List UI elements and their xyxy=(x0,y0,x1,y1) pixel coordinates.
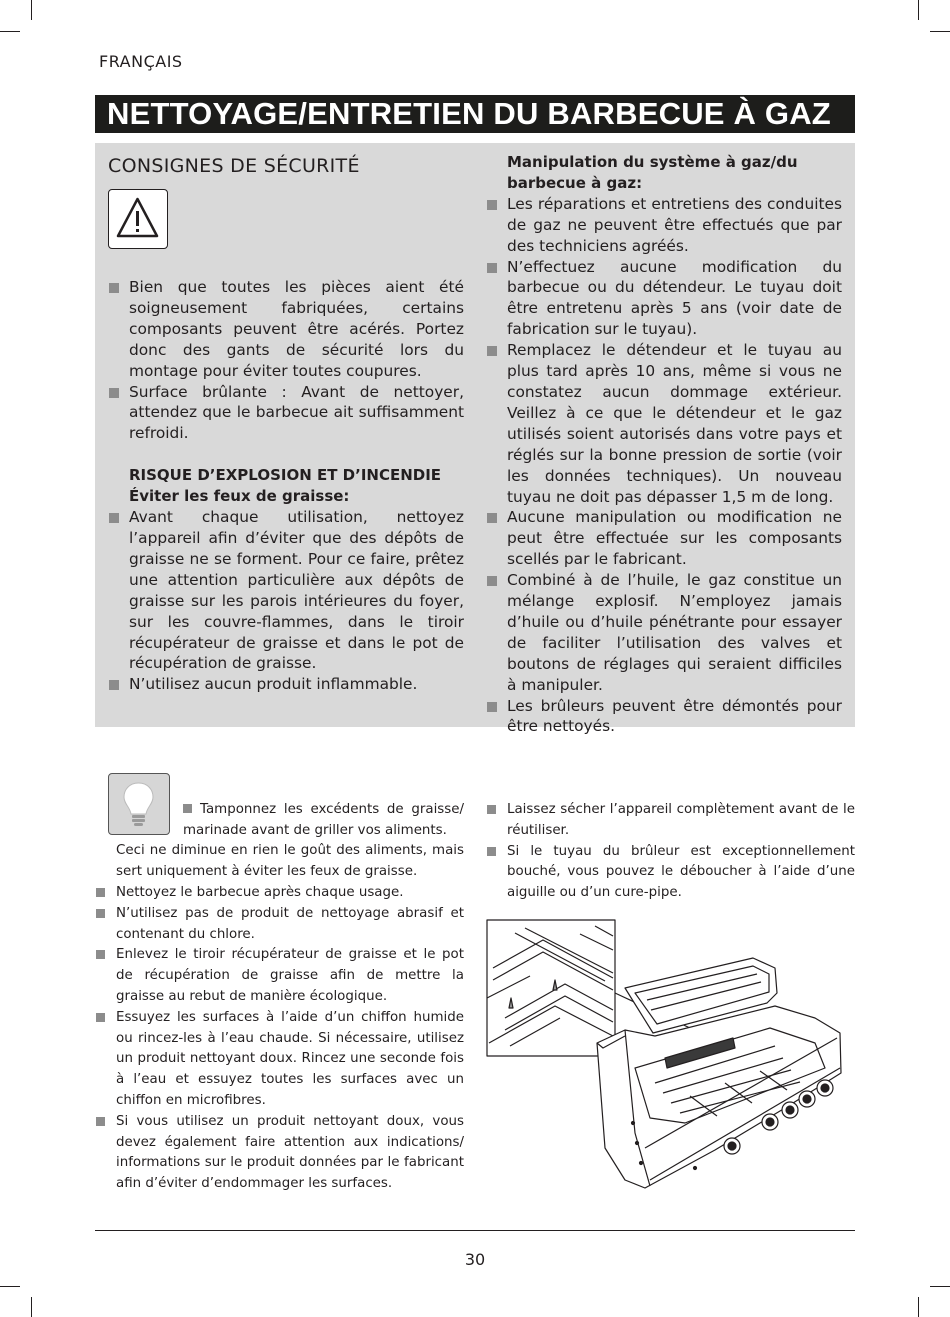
list-item: Bien que toutes les pièces aient été soigneusement fabriquées, certains composants peuvent être acérés. Portez donc des gants de sécurité lors du montage pour éviter toutes coupures. xyxy=(108,277,464,382)
list-item: Laissez sécher l’appareil complètement avant de le réutiliser. xyxy=(486,800,855,842)
crop-mark xyxy=(0,31,20,32)
tip-continuation: Ceci ne diminue en rien le goût des aliments, mais sert uniquement à éviter les feux de graisse. xyxy=(116,843,464,879)
list-item: Essuyez les surfaces à l’aide d’un chiffon humide ou rincez-les à l’eau chaude. Si nécessaire, utilisez un produit nettoyant doux. Rincez une seconde fois à l’eau et essuyez toutes les surfaces avec un chiffon en microfibres. xyxy=(95,1008,464,1112)
tip-first-line xyxy=(183,800,464,842)
tips-left-column xyxy=(95,883,464,1195)
safety-heading: CONSIGNES DE SÉCURITÉ xyxy=(108,155,360,177)
crop-mark xyxy=(930,1286,950,1287)
crop-mark xyxy=(918,1297,919,1317)
list-item: N’utilisez pas de produit de nettoyage abrasif et contenant du chlore. xyxy=(95,904,464,946)
crop-mark xyxy=(31,0,32,20)
list-item: Si le tuyau du brûleur est exceptionnellement bouché, vous pouvez le déboucher à l’aide d’une aiguille ou d’un cure-pipe. xyxy=(486,842,855,904)
crop-mark xyxy=(918,0,919,20)
warning-triangle-icon xyxy=(108,189,168,249)
tips-right-column xyxy=(486,800,855,904)
list-item: Les brûleurs peuvent être démontés pour être nettoyés. xyxy=(486,696,842,738)
list-item: Surface brûlante : Avant de nettoyer, attendez que le barbecue ait suffisamment refroidi. xyxy=(108,382,464,445)
bullet-square-icon xyxy=(183,804,192,813)
safety-right-column xyxy=(486,152,842,737)
list-item: Aucune manipulation ou modification ne peut être effectuée sur les composants scellés par le fabricant. xyxy=(486,507,842,570)
safety-left-column xyxy=(108,277,464,695)
list-item: Enlevez le tiroir récupérateur de graisse et le pot de récupération de graisse afin de mettre la graisse au rebut de manière écologique. xyxy=(95,945,464,1007)
list-item: Avant chaque utilisation, nettoyez l’appareil afin d’éviter que des dépôts de graisse ne se forment. Pour ce faire, prêtez une attention particulière aux dépôts de graisse sur les parois intérieures du foyer, sur les couvre-flammes, dans le tiroir récupérateur de graisse et dans le pot de récupération de graisse. xyxy=(108,507,464,674)
gas-grill-illustration xyxy=(485,918,857,1208)
footer-rule xyxy=(95,1230,855,1231)
page-title: NETTOYAGE/ENTRETIEN DU BARBECUE À GAZ xyxy=(95,95,855,133)
tip-first-text: Tamponnez les excédents de graisse/ marinade avant de griller vos aliments. xyxy=(183,802,464,838)
crop-mark xyxy=(930,31,950,32)
list-item: Si vous utilisez un produit nettoyant doux, vous devez également faire attention aux indications/ informations sur le produit données par le fabricant afin d’éviter d’endommager les surfaces. xyxy=(95,1112,464,1195)
gas-heading: Manipulation du système à gaz/du barbecue à gaz: xyxy=(507,153,798,192)
crop-mark xyxy=(31,1297,32,1317)
list-item: Combiné à de l’huile, le gaz constitue un mélange explosif. N’employez jamais d’huile ou d’huile pénétrante pour essayer de faciliter l’utilisation des valves et boutons de réglages qui seraient difficiles à manipuler. xyxy=(486,570,842,695)
list-item: N’effectuez aucune modification du barbecue ou du détendeur. Le tuyau doit être entretenu après 5 ans (voir date de fabrication sur le tuyau). xyxy=(486,257,842,341)
list-item: N’utilisez aucun produit inflammable. xyxy=(108,674,464,695)
page-number: 30 xyxy=(464,1250,486,1269)
lightbulb-icon xyxy=(108,773,170,835)
language-label: FRANÇAIS xyxy=(99,52,183,71)
list-item: Nettoyez le barbecue après chaque usage. xyxy=(95,883,464,904)
explosion-heading: RISQUE D’EXPLOSION ET D’INCENDIE xyxy=(129,466,442,485)
crop-mark xyxy=(0,1286,20,1287)
list-item: Les réparations et entretiens des conduites de gaz ne peuvent être effectués que par des techniciens agréés. xyxy=(486,194,842,257)
grease-heading: Éviter les feux de graisse: xyxy=(129,487,350,506)
list-item: Remplacez le détendeur et le tuyau au plus tard après 10 ans, même si vous ne constatez aucun dommage extérieur. Veillez à ce que le détendeur et le gaz utilisés soient autorisés dans votre pays et réglés sur la bonne pression de sortie (voir les données techniques). Un nouveau tuyau ne doit pas dépasser 1,5 m de long. xyxy=(486,340,842,507)
